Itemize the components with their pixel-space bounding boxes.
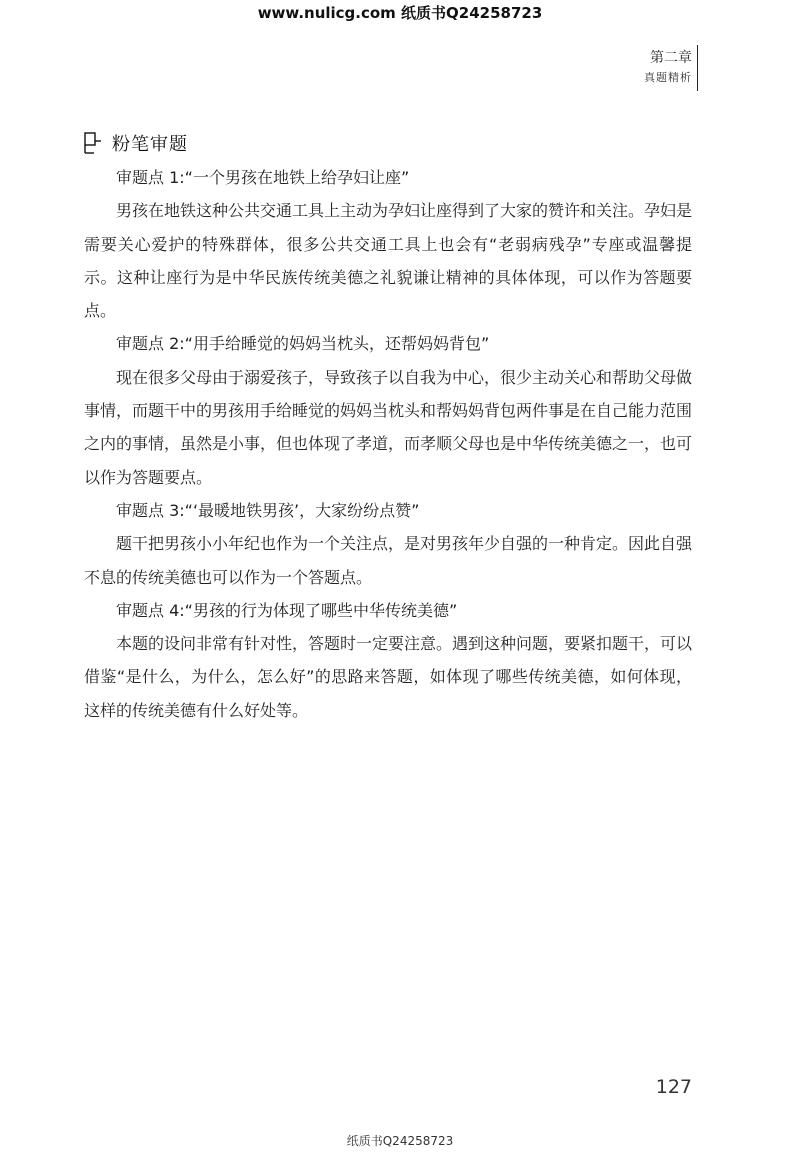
review-point-2: 审题点 2:“用手给睡觉的妈妈当枕头，还帮妈妈背包”	[116, 334, 490, 354]
body-paragraph-2: 现在很多父母由于溺爱孩子，导致孩子以自我为中心，很少主动关心和帮助父母做事情，而题干中的男孩用手给睡觉的妈妈当枕头和帮妈妈背包两件事是在自己能力范围之内的事情，虽然是小事，但也体现了孝道，而孝顺父母也是中华传统美德之一，也可以作为答题要点。	[84, 367, 693, 487]
body-paragraph-3: 题干把男孩小小年纪也作为一个关注点，是对男孩年少自强的一种肯定。因此自强不息的传统美德也可以作为一个答题点。	[84, 534, 693, 587]
chapter-label: 第二章	[650, 50, 692, 66]
box-corner-icon	[84, 132, 102, 154]
bottom-watermark: 纸质书Q24258723	[346, 1134, 454, 1148]
page-number: 127	[655, 1076, 692, 1098]
review-point-1: 审题点 1:“一个男孩在地铁上给孕妇让座”	[116, 168, 410, 187]
section-title: 粉笔审题	[112, 134, 188, 155]
section-heading	[84, 130, 188, 156]
chapter-subtitle: 真题精析	[644, 71, 692, 84]
body-paragraph-4: 本题的设问非常有针对性，答题时一定要注意。遇到这种问题，要紧扣题干，可以借鉴“是什么，为什么，怎么好”的思路来答题，如体现了哪些传统美德，如何体现，这样的传统美德有什么好处等。	[84, 634, 693, 720]
review-point-4: 审题点 4:“男孩的行为体现了哪些中华传统美德”	[116, 600, 458, 620]
running-head-divider	[697, 45, 698, 91]
top-watermark: www.nulicg.com 纸质书Q24258723	[257, 4, 543, 22]
review-point-3: 审题点 3:“‘最暖地铁男孩’，大家纷纷点赞”	[116, 500, 420, 520]
body-paragraph-1: 男孩在地铁这种公共交通工具上主动为孕妇让座得到了大家的赞许和关注。孕妇是需要关心爱护的特殊群体，很多公共交通工具上也会有“老弱病残孕”专座或温馨提示。这种让座行为是中华民族传统美德之礼貌谦让精神的具体体现，可以作为答题要点。	[84, 201, 693, 321]
main-content	[84, 161, 692, 727]
running-head	[644, 48, 692, 88]
